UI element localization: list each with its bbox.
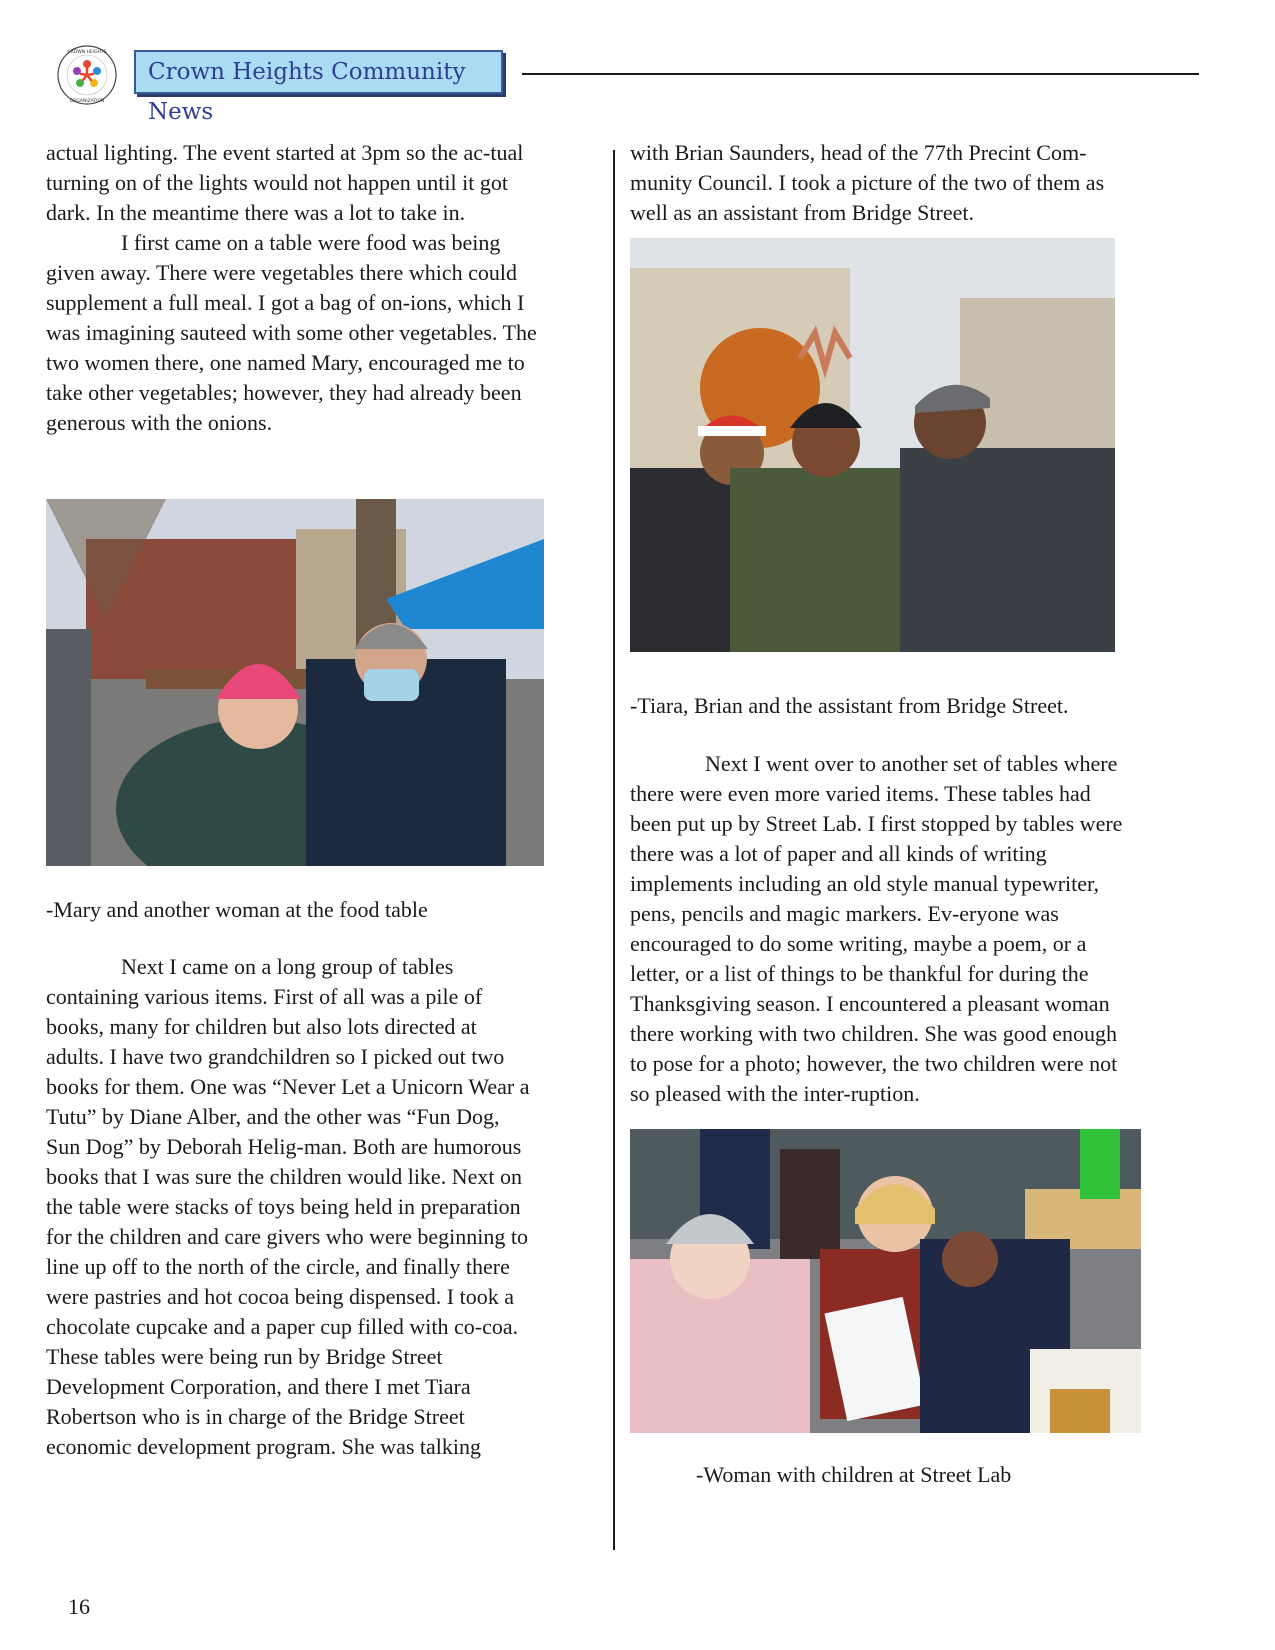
photo-bridge-street bbox=[630, 238, 1115, 652]
photo-food-table bbox=[46, 499, 544, 866]
paragraph: I first came on a table were food was being given away. There were vegetables there which could supplement a full meal. I got a bag of on-ions, which I was imagining sauteed with some other vegetables. The two women there, one named Mary, encouraged me to take other vegetables; however, they had already been generous with the onions. bbox=[46, 230, 537, 435]
right-column-middle bbox=[630, 749, 1135, 1109]
logo-text-bottom: ORGANIZATION bbox=[69, 99, 105, 104]
organization-logo bbox=[56, 44, 118, 106]
photo-caption: -Woman with children at Street Lab bbox=[696, 1462, 1012, 1487]
masthead-title: Crown Heights Community News bbox=[134, 50, 503, 94]
photo-caption: -Mary and another woman at the food table bbox=[46, 897, 428, 922]
logo-text-top: CROWN HEIGHTS bbox=[67, 50, 107, 55]
page-number: 16 bbox=[68, 1594, 90, 1619]
paragraph: Next I went over to another set of tables where there were even more varied items. These tables had been put up by Street Lab. I first stopped by tables were there was a lot of paper and all kinds of writing implements including an old style manual typewriter, pens, pencils and magic markers. Ev-eryone was encouraged to do some writing, maybe a poem, or a letter, or a list of things to be thankful for during the Thanksgiving season. I encountered a pleasant woman there working with two children. She was good enough to pose for a photo; however, the two children were not so pleased with the inter-ruption. bbox=[630, 751, 1123, 1106]
header-rule bbox=[522, 73, 1199, 75]
paragraph: Next I came on a long group of tables containing various items. First of all was a pile of books, many for children but also lots directed at adults. I have two grandchildren so I picked out two books for them. One was “Never Let a Unicorn Wear a Tutu” by Diane Alber, and the other was “Fun Dog, Sun Dog” by Deborah Helig-man. Both are humorous books that I was sure the children would like. Next on the table were stacks of toys being held in preparation for the children and care givers who were beginning to line up off to the north of the circle, and finally there were pastries and hot cocoa being dispensed. I took a chocolate cupcake and a paper cup filled with co-coa. These tables were being run by Bridge Street Development Corporation, and there I met Tiara Robertson who is in charge of the Bridge Street economic development program. She was talking bbox=[46, 954, 530, 1459]
paragraph: actual lighting. The event started at 3pm so the ac-tual turning on of the lights would not happen until it got dark. In the meantime there was a lot to take in. bbox=[46, 140, 524, 225]
left-column-top bbox=[46, 138, 546, 438]
column-divider bbox=[613, 150, 615, 1550]
right-column-top bbox=[630, 138, 1130, 228]
left-column-bottom bbox=[46, 952, 536, 1462]
photo-street-lab bbox=[630, 1129, 1141, 1433]
paragraph: with Brian Saunders, head of the 77th Precint Com-munity Council. I took a picture of the two of them as well as an assistant from Bridge Street. bbox=[630, 140, 1105, 225]
photo-caption: -Tiara, Brian and the assistant from Bridge Street. bbox=[630, 693, 1069, 718]
